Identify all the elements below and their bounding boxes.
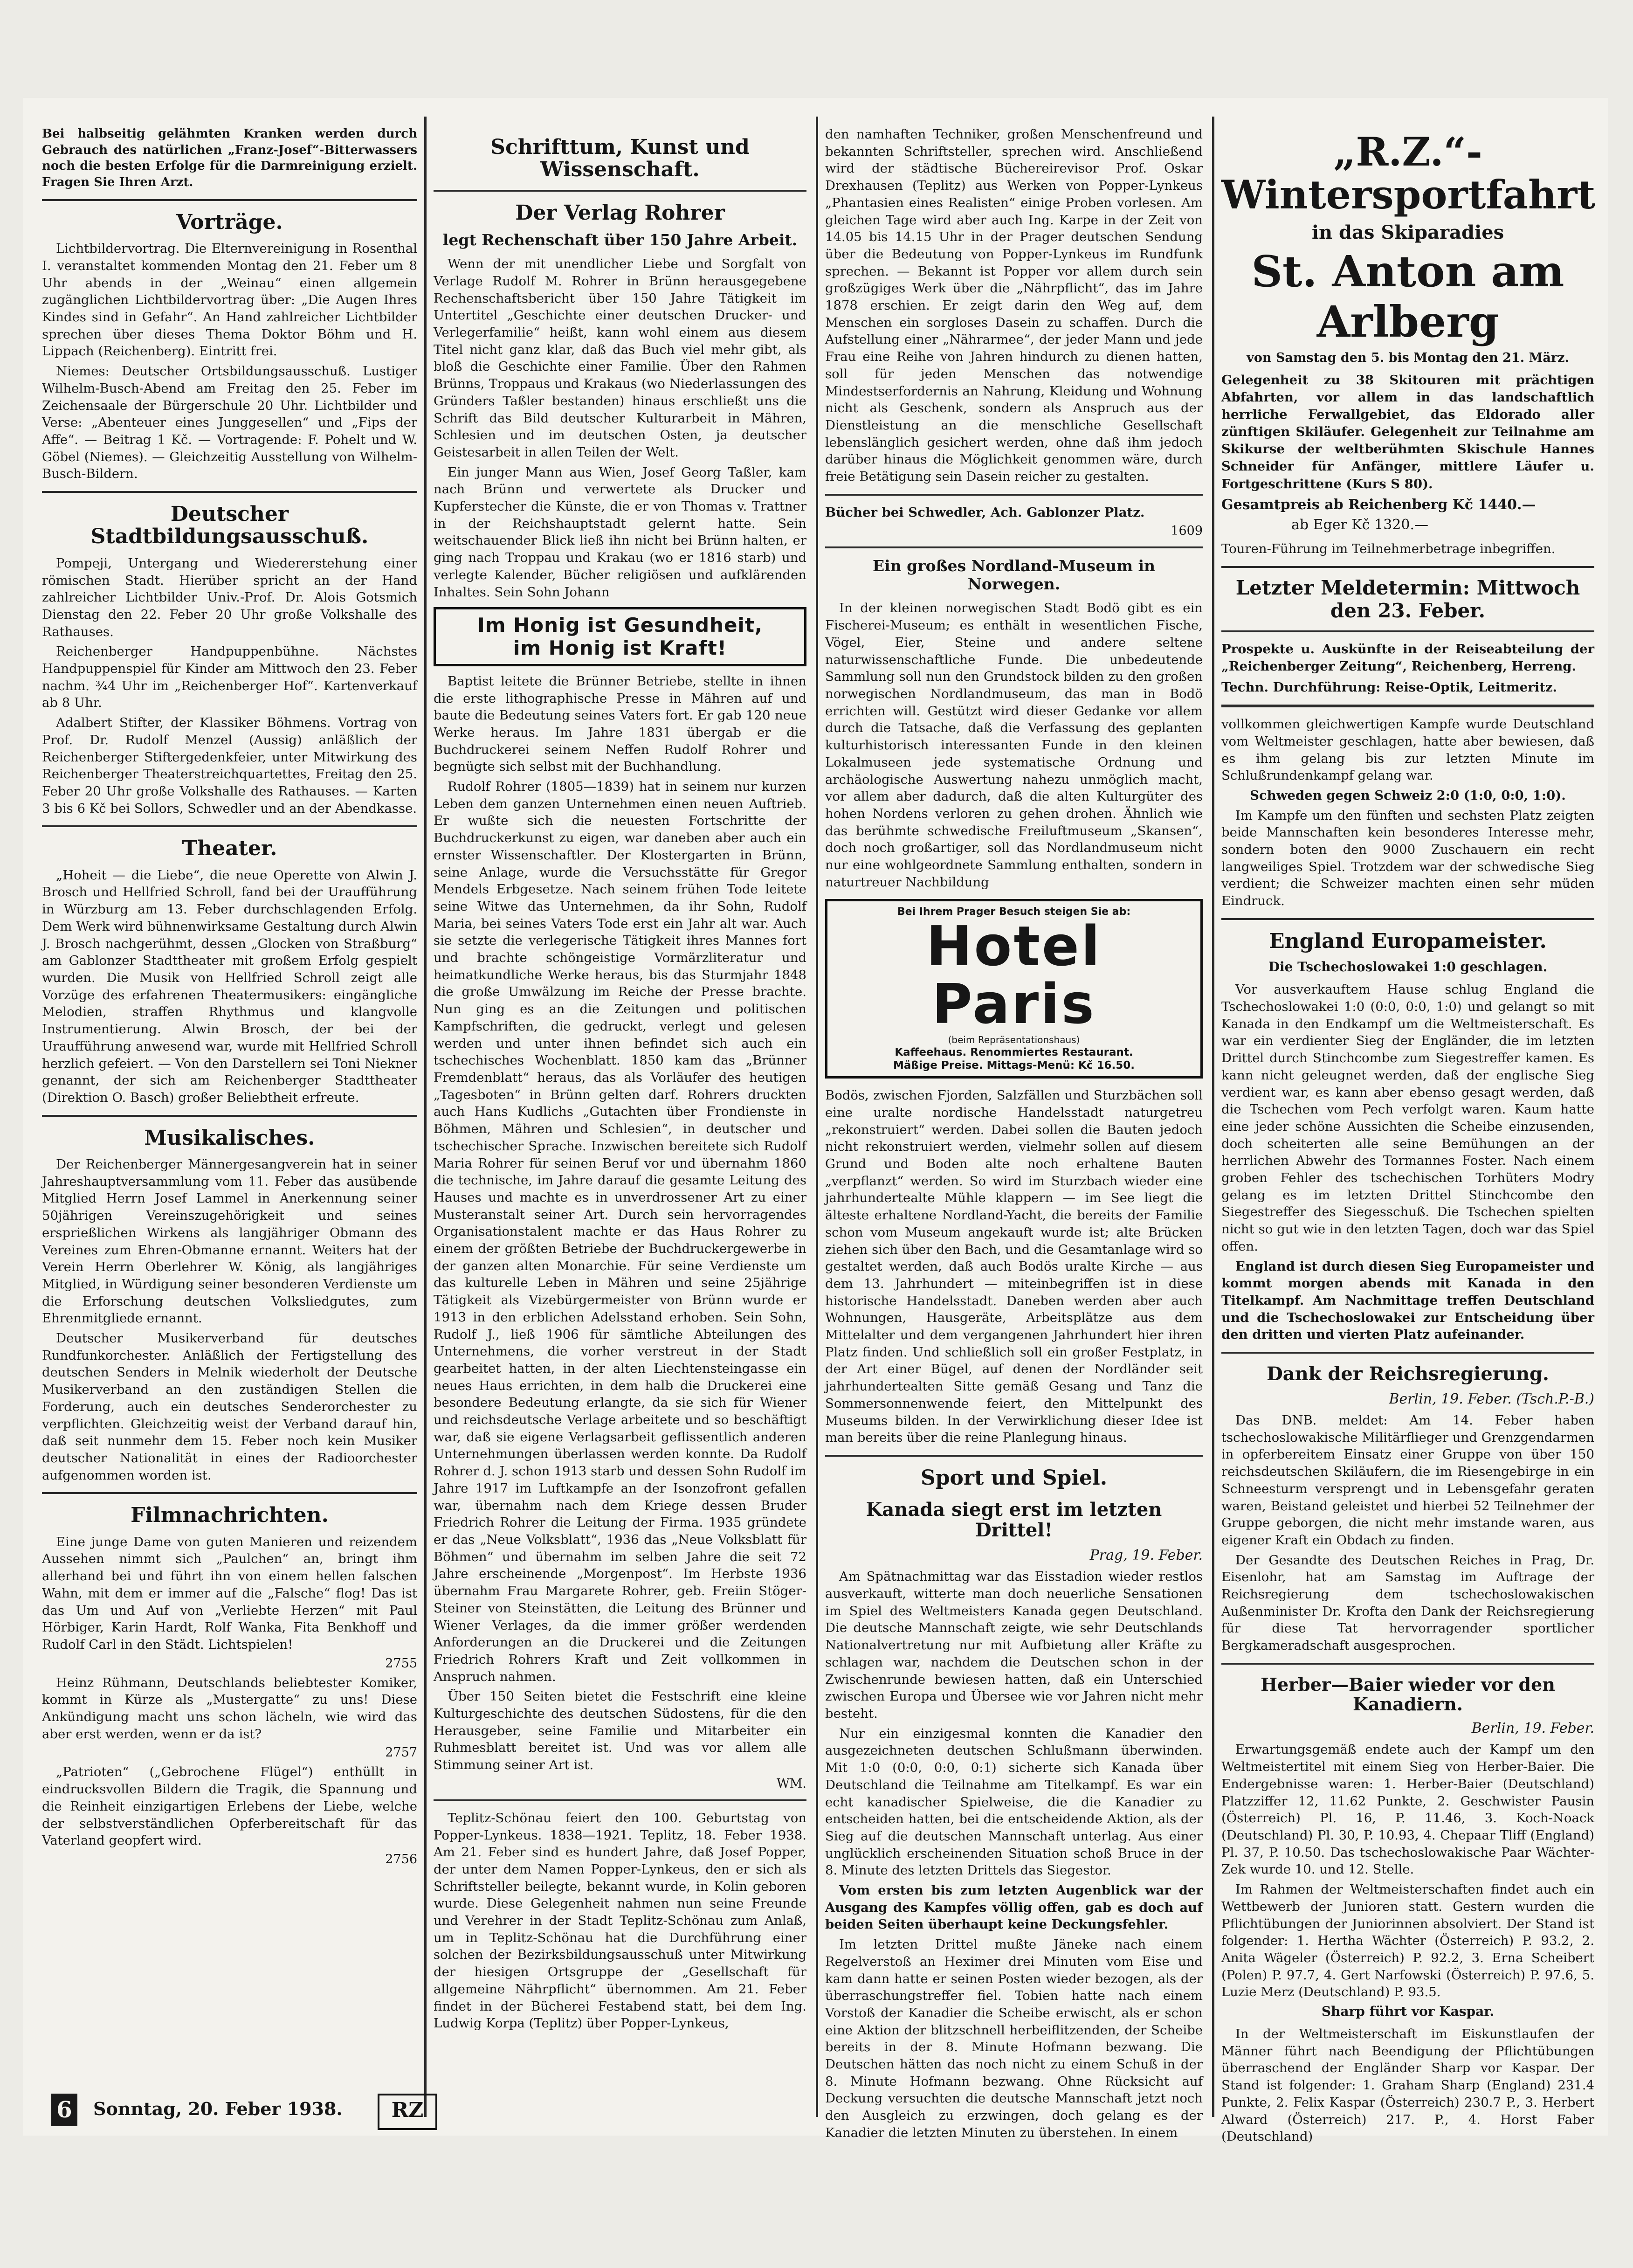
article-paragraph: Deutscher Musikerverband für deutsches Rundfunkorchester. Anläßlich der Fertigstellung des deutschen Senders in Melnik wiederholt der Deutsche Musikerverband an den zuständigen Stellen die Forderung, auch ein deutsches Senderorchester zu verpflichten. Gleichzeitig weist der Verband darauf hin, daß seit nunmehr dem 15. Feber noch kein Musiker deutscher Nationalität in eines der Radioorchester aufgenommen worden ist. [42,1331,417,1483]
divider [825,546,1203,548]
divider [1221,918,1594,920]
dateline: Berlin, 19. Feber. (Tsch.P.-B.) [1389,1391,1594,1408]
ad-number: 2755 [385,1656,417,1671]
dateline: Prag, 19. Feber. [1089,1547,1203,1564]
article-paragraph: Nur ein einzigesmal konnten die Kanadier den ausgezeichneten deutschen Schlußmann überwinden. Mit 1:0 (0:0, 0:0, 0:1) sicherte sich Kanada über Deutschland die Teilnahme am Titelkampf. Es war ein echt kanadischer Spielweise, die die Kanadier zu entscheiden hatten, bei die entscheidende Aktion, als der Sieg auf die deutschen Mannschaft unterlag. Aus einer unglücklich erscheinenden Situation schoß Bruce in der 8. Minute des letzten Drittels das Siegestor. [825,1726,1203,1878]
article-paragraph: Vor ausverkauftem Hause schlug England die Tschechoslowakei 1:0 (0:0, 0:0, 1:0) und gelangt so mit Kanada in den Endkampf um die Weltmeisterschaft. Es war ein verdienter Sieg der Engländer, die im letzten Drittel durch Stinchcombe zum Siegestreffer kamen. Es kann nicht geleugnet werden, daß der englische Sieg verdient war, es kann aber ebenso gesagt werden, daß die Tschechen vom Pech verfolgt waren. Kaum hatte eine jeder schöne Aussichten die Scheibe einzusenden, doch scheiterten alle seine Bemühungen an der herrlichen Abwehr des Tormannes Foster. Nach einem groben Fehler des tschechischen Torhüters Modry gelang es im letzten Drittel Stinchcombe den Siegestreffer des Siegesschuß. Die Tschechen spielten nicht so gut wie in den letzten Tagen, doch war das Spiel offen. [1221,982,1594,1254]
ad-price: Gesamtpreis ab Reichenberg Kč 1440.— [1221,496,1536,513]
ad-deadline: Letzter Meldetermin: Mittwoch den 23. Feber. [1235,576,1580,622]
article-paragraph: Baptist leitete die Brünner Betriebe, stellte in ihnen die erste lithographische Presse in Mähren auf und baute die Bedeutung seines Vaters fort. Er gab 120 neue Werke heraus. Im Jahre 1831 übergab er die Buchdruckerei seinem Neffen Rudolf Rohrer und begnügte sich selbst mit der Buchhandlung. [434,673,806,774]
hotel-ad-name: Hotel Paris [926,914,1102,1037]
article-paragraph: Reichenberger Handpuppenbühne. Nächstes Handpuppenspiel für Kinder am Mittwoch den 23. Feber nachm. ¾4 Uhr im „Reichenberger Hof“. Kartenverkauf ab 8 Uhr. [42,644,417,711]
article-paragraph: Im letzten Drittel mußte Jäneke nach einem Regelverstoß an Heximer drei Minuten vom Eise und kam dann hatte er seinen Posten wieder bezogen, als der überraschungstreffer fiel. Tobien hatte nach einem Vorstoß der Kanadier die Scheibe erwischt, als er schon eine Aktion der blitzschnell herbeiflitzenden, der Scheibe bereits in der 8. Minute Hofmann bezwang. Die Deutschen hätten das noch nicht zu einem Schuß in der 8. Minute Hofmann bezwang. Ohne Rücksicht auf Deckung versuchten die deutsche Mannschaft jetzt noch den Ausgleich zu erzwingen, doch gelang es der Kanadier die letzten Minuten zu überstehen. In einem [825,1937,1203,2140]
honey-ad-line: im Honig ist Kraft! [513,636,727,659]
article-paragraph: den namhaften Techniker, großen Menschenfreund und bekannten Schriftsteller, sprechen wird. Anschließend wird der städtische Büchereirevisor Prof. Oskar Drexhausen (Teplitz) aus Werken von Popper-Lynkeus „Phantasien eines Realisten“ einige Proben vorlesen. Am gleichen Tage wird aber auch Ing. Karpe in der Zeit von 14.05 bis 14.15 Uhr in der Prager deutschen Sendung über die Bedeutung von Popper-Lynkeus im Rundfunk sprechen. — Bekannt ist Popper vor allem durch sein großzügiges Werk über die „Nährpflicht“, das im Jahre 1878 erschien. Er zeigt darin den Weg auf, dem Menschen ein sorgloses Dasein zu schaffen. Durch die Aufstellung einer „Nährarmee“, der jeder Mann und jede Frau eine Reihe von Jahren hindurch zu dienen hatten, soll für jeden Menschen das notwendige Mindestserfordernis an Nahrung, Kleidung und Wohnung nicht als Geschenk, sondern als Anspruch aus der Dienstleistung an die menschliche Gesellschaft lebenslänglich gesichert werden, ohne daß ihm jedoch darüber hinaus die Möglichkeit genommen wäre, durch freie Betätigung sein Dasein reicher zu gestalten. [825,127,1203,484]
hotel-ad-top: Bei Ihrem Prager Besuch steigen Sie ab: [897,906,1131,918]
heading-dank-reichsregierung: Dank der Reichsregierung. [1267,1363,1549,1385]
article-paragraph: England ist durch diesen Sieg Europameister und kommt morgen abends mit Kanada in den Titelkampf. Am Nachmittage treffen Deutschland und die Tschechoslowakei zur Entscheidung über den dritten und vierten Platz aufeinander. [1221,1258,1594,1342]
divider [42,199,417,201]
ad-description: Gelegenheit zu 38 Skitouren mit prächtigen Abfahrten, vor allem in das landschaftlich herrliche Ferwallgebiet, das Eldorado aller zünftigen Skiläufer. Gelegenheit zur Teilnahme am Skikurse der weltberühmten Skischule Hannes Schneider für Anfänger, mittlere Läufer u. Fortgeschrittene (Kurs S 80). [1221,372,1594,491]
ad-number: 2756 [385,1852,417,1867]
subheading: Sharp führt vor Kaspar. [1321,2004,1495,2019]
article-paragraph: In der Weltmeisterschaft im Eiskunstlaufen der Männer führt nach Beendigung der Pflichtübungen überraschend der Engländer Sharp vor Kaspar. Der Stand ist folgender: 1. Graham Sharp (England) 231.4 Punkte, 2. Felix Kaspar (Österreich) 230.7 P., 3. Herbert Alward (Österreich) 217. P., 4. Horst Faber (Deutschland) [1221,2026,1594,2144]
divider [1221,1663,1594,1665]
article-paragraph: Ein junger Mann aus Wien, Josef Georg Taßler, kam nach Brünn und verwertete als Drucker und Kupferstecher die Künste, die er von Thomas v. Trattner in der Reichshauptstadt gelernt hatte. Sein weitschauender Blick ließ ihn nicht bei Brünn halten, er ging nach Troppau und Krakau (wo er 1816 starb) und verlegte Kalender, Bücher religiösen und aufklärenden Inhaltes. Sein Sohn Johann [434,464,806,600]
column-rule [816,117,818,2117]
author-signature: WM. [777,1776,806,1791]
article-paragraph: Am Spätnachmittag war das Eisstadion wieder restlos ausverkauft, witterte man doch neuerliche Sensationen im Spiel des Weltmeisters Kanada gegen Deutschland. Die deutsche Mannschaft zeigte, wie sehr Deutschlands Nationalvertretung nur mit Aufbietung aller Kräfte zu schlagen war, nachdem die Deutschen schon in der Zwischenrunde bewiesen hatten, daß ein Unterschied zwischen Europa und Übersee wie vor Jahren nicht mehr besteht. [825,1569,1203,1721]
divider [434,1799,806,1801]
article-paragraph: Pompeji, Untergang und Wiedererstehung einer römischen Stadt. Hierüber spricht an der Hand zahlreicher Lichtbilder Univ.-Prof. Dr. Alois Gotsmich Dienstag den 22. Feber 20 Uhr große Volkshalle des Rathauses. [42,555,417,639]
section-title-sport: Sport und Spiel. [920,1466,1108,1490]
article-paragraph: Über 150 Seiten bietet die Festschrift eine kleine Kulturgeschichte des deutschen Südostens, für die den Herausgeber, seine Familie und Mitarbeiter ein Ruhmesblatt bereitet ist. Und was vor allem alle Stimmung seiner Art ist. [434,1689,806,1773]
section-title-schrifttum: Schrifttum, Kunst und Wissenschaft. [490,135,750,182]
heading-theater: Theater. [182,837,277,861]
column-3 [825,126,1203,2140]
divider [1221,566,1594,568]
hotel-ad-sub: (beim Repräsentationshaus) [948,1034,1080,1046]
article-paragraph: In der kleinen norwegischen Stadt Bodö gibt es ein Fischerei-Museum; es enthält in wesentlichen Fische, Vögel, Eier, Steine und andere seltene naturwissenschaftliche Funde. Die unbedeutende Sammlung soll nun den Grundstock bilden zu den großen norwegischen Nordlandmuseum, das man in Bodö errichten will. Gestützt wird dieser Gedanke vor allem durch die Tatsache, daß die Verfassung des geplanten kulturhistorisch interessanten Funde in den kleinen Lokalmuseen jede systematische Ordnung und archäologische Auswertung nahezu unmöglich macht, vor allem aber dadurch, daß die alten Kulturgüter des hohen Nordens verloren zu gehen drohen. Ähnlich wie das berühmte schwedische Freiluftmuseum „Skansen“, doch noch großartiger, soll das Nordlandmuseum nicht nur eine wohlgeordnete Sammlung enthalten, sondern in naturtreuer Nachbildung [825,601,1203,890]
footer-date: Sonntag, 20. Feber 1938. [93,2098,343,2119]
article-paragraph: Teplitz-Schönau feiert den 100. Geburtstag von Popper-Lynkeus. 1838—1921. Teplitz, 18. Feber 1938. Am 21. Feber sind es hundert Jahre, daß Josef Popper, der unter dem Namen Popper-Lynkeus, den er sich als Schriftsteller beilegte, bekannt wurde, in Kolin geboren wurde. Diese Gelegenheit nahmen nun seine Freunde und Verehrer in der Stadt Teplitz-Schönau zum Anlaß, um in Teplitz-Schönau hat die Durchführung einer solchen der Bezirksbildungsausschuß unter Mitwirkung der hiesigen Ortsgruppe der „Gesellschaft für allgemeine Nährpflicht“ übernommen. Am 21. Feber findet in der Bücherei Festabend statt, bei dem Ing. Ludwig Korpa (Teplitz) über Popper-Lynkeus, [434,1810,806,2031]
article-paragraph: Niemes: Deutscher Ortsbildungsausschuß. Lustiger Wilhelm-Busch-Abend am Freitag den 25. Feber im Zeichensaale der Bürgerschule 20 Uhr. Lichtbilder und Verse: „Abenteuer eines Junggesellen“ und „Fips der Affe“. — Beitrag 1 Kč. — Vortragende: F. Pohelt und W. Göbel (Niemes). — Gleichzeitig Ausstellung von Wilhelm-Busch-Bildern. [42,364,417,482]
column-rule [424,117,427,2117]
dateline: Berlin, 19. Feber. [1471,1720,1594,1737]
heading-england: England Europameister. [1269,929,1547,953]
divider [1221,705,1594,707]
article-paragraph: Wenn der mit unendlicher Liebe und Sorgfalt von Verlage Rudolf M. Rohrer in Brünn herausgegebene Rechenschaftsbericht über 150 Jahre Tätigkeit im Untertitel „Geschichte einer deutschen Drucker- und Verlegerfamilie“ heißt, kann wohl einem aus diesem Titel nicht ganz klar, daß das Buch viel mehr gibt, als bloß die Geschichte einer Familie. Über den Rahmen Brünns, Troppaus und Krakaus (wo Niederlassungen des Gründers Taßler bestanden) hinaus erschließt uns die Schrift das Bild deutscher Kulturarbeit in Mähren, Schlesien und im deutschen Osten, ja deutscher Geistesarbeit in allen Teilen der Welt. [434,256,806,460]
article-paragraph: Der Reichenberger Männergesangverein hat in seiner Jahreshauptversammlung vom 11. Feber das ausübende Mitglied Herrn Josef Lammel in Anerkennung seiner 50jährigen Vereinszugehörigkeit und seines ersprießlichen Wirkens als langjähriger Obmann des Vereines zum Ehren-Obmanne ernannt. Weiters hat der Verein Herrn Oberlehrer W. König, als langjähriges Mitglied, in Würdigung seiner besonderen Verdienste um die Erforschung deutschen Volksliedgutes, zum Ehrenmitgliede ernannt. [42,1157,417,1326]
divider [42,1115,417,1117]
heading-kanada: Kanada siegt erst im letzten Drittel! [866,1499,1162,1542]
divider [1221,630,1594,632]
ad-number: 2757 [385,1745,417,1760]
column-1 [42,126,417,2075]
article-paragraph: Heinz Rühmann, Deutschlands beliebtester Komiker, kommt in Kürze als „Mustergatte“ zu uns! Diese Ankündigung macht uns schon lächeln, wie wird das aber erst werden, wenn er da ist? [42,1675,417,1742]
subheading: legt Rechenschaft über 150 Jahre Arbeit. [442,231,798,249]
ad-number: 1609 [1171,524,1203,539]
article-paragraph: Der Gesandte des Deutschen Reiches in Prag, Dr. Eisenlohr, hat am Samstag im Auftrage der Reichsregierung dem tschechoslowakischen Außenminister Dr. Krofta den Dank der Reichsregierung für diese Tat hervorragender sportlicher Bergkameradschaft ausgesprochen. [1221,1552,1594,1653]
divider [434,190,806,192]
heading-stadtbildungsausschuss: Deutscher Stadtbildungsausschuß. [90,502,369,549]
page-footer [51,2094,508,2131]
article-paragraph: Lichtbildervortrag. Die Elternvereinigung in Rosenthal I. veranstaltet kommenden Montag den 21. Feber um 8 Uhr abends in der „Weinau“ einen allgemein zugänglichen Lichtbildervortrag über: „Die Augen Ihres Kindes sind in Gefahr“. An Hand zahlreicher Lichtbilder sprechen über dieses Thema Doktor Böhm und H. Lippach (Reichenberg). Eintritt frei. [42,241,417,359]
hotel-ad-line: Mäßige Preise. Mittags-Menü: Kč 16.50. [893,1059,1135,1072]
match-result: Schweden gegen Schweiz 2:0 (1:0, 0:0, 1:0). [1250,788,1566,803]
article-paragraph: Eine junge Dame von guten Manieren und reizendem Aussehen nimmt sich „Paulchen“ an, bringt ihm allerhand bei und führt ihn von einem hellen falschen Wahn, mit dem er immer auf die „Falsche“ flog! Das ist das Um und Auf von „Verliebte Herzen“ mit Paul Hörbiger, Karin Hardt, Rolf Wanka, Fita Benkhoff und Rudolf Carl in den Städt. Lichtspielen! [42,1534,417,1652]
article-paragraph: Im Kampfe um den fünften und sechsten Platz zeigten beide Mannschaften kein besonderes Interesse mehr, sondern boten den 9000 Zuschauern ein recht langweiliges Spiel. Trotzdem war der schwedische Sieg verdient; die Schweizer machten einen sehr müden Eindruck. [1221,808,1594,909]
divider [825,1455,1203,1457]
article-paragraph: Im Rahmen der Weltmeisterschaften findet auch ein Wettbewerb der Junioren statt. Gestern wurden die Pflichtübungen der Juniorinnen absolviert. Der Stand ist folgender: 1. Hertha Wächter (Österreich) P. 93.2, 2. Anita Wägeler (Österreich) P. 92.2, 3. Erna Scheibert (Polen) P. 97.7, 4. Gert Narfowski (Österreich) P. 97.6, 5. Luzie Merz (Deutschland) P. 93.5. [1221,1882,1594,2000]
heading-nordland-museum: Ein großes Nordland-Museum in Norwegen. [872,557,1156,594]
divider [42,1492,417,1494]
article-paragraph: Rudolf Rohrer (1805—1839) hat in seinem nur kurzen Leben dem ganzen Unternehmen einen neuen Auftrieb. Er wußte sich die neuesten Fortschritte der Buchdruckerkunst zu eigen, war daneben aber auch ein ernster Wissenschaftler. Der Klostergarten in Brünn, seine Anlage, wurde die Versuchsstätte für Gregor Mendels Erbgesetze. Nach seinem frühen Tode leitete seine Witwe das Unternehmen, da ihr Sohn, Rudolf Maria, bei seines Vaters Tode erst ein Jahr alt war. Auch sie setzte die verlegerische Tätigkeit ihres Mannes fort und brachte schöngeistige Vormärzliteratur und heimatkundliche Werke heraus, bis das Sturmjahr 1848 die große Umwälzung im Reiche der Presse brachte. Nun ging es an die Zeitungen und politischen Kampfschriften, die gedruckt, verlegt und gelesen werden und unter ihnen befindet sich auch ein tschechisches Wochenblatt. 1850 kam das „Brünner Fremdenblatt“ heraus, das als Vorläufer des heutigen „Tagesboten“ in Brünn gelten darf. Rohrers druckten auch Hans Kudlichs „Gutachten über Frondienste in Böhmen, Mähren und Schlesien“, in deutscher und tschechischer Sprache. Inzwischen bereitete sich Rudolf Maria Rohrer für seinen Beruf vor und übernahm 1860 die technische, im Jahre darauf die gesamte Leitung des Hauses und machte es in unverdrossener Art zu einer Musteranstalt seiner Art. Durch sein hervorragendes Organisationstalent machte er das Haus Rohrer zu einem der größten Betriebe der Buchdruckergewerbe in der ganzen alten Monarchie. Für seine Verdienste um das kulturelle Leben in Mähren und seine 25jährige Tätigkeit als Vizebürgermeister von Brünn wurde er 1913 in den erblichen Adelsstand erhoben. Sein Sohn, Rudolf J., ließ 1906 für sämtliche Abteilungen des Unternehmens, die vorher verstreut in der Stadt gearbeitet hatten, in der alten Liechtensteingasse ein neues Haus errichten, in dem halb die Druckerei eine besondere Bedeutung erlangte, da sie sich für Wiener und reichsdeutsche Verlage arbeitete und so beschäftigt war, daß sie eigene Verlagsarbeit geflissentlich anderen Unternehmungen überlassen werden konnte. Da Rudolf Rohrer d. J. schon 1913 starb und dessen Sohn Rudolf im Jahre 1917 im Luftkampfe an der Isonzofront gefallen war, übernahm nach dem Kriege dessen Bruder Friedrich Rohrer die Leitung der Firma. 1935 gründete er das „Neue Volksblatt“, 1936 das „Neue Volksblatt für Böhmen“ und übernahm im selben Jahre die seit 72 Jahre erscheinende „Morgenpost“. Im Herbste 1936 übernahm Frau Margarete Rohrer, geb. Freiin Stöger-Steiner von Steinstätten, die Leitung des Brünner und Wiener Verlages, da die immer größer werdenden Anforderungen an die Druckerei und die Zeitungen Friedrich Rohrers Kraft und Zeit vollkommen in Anspruch nahmen. [434,779,806,1684]
article-paragraph: Das DNB. meldet: Am 14. Feber haben tschechoslowakische Militärflieger und Grenzgendarmen in opferbereitem Einsatz einer Gruppe von über 150 reichsdeutschen Skiläufern, die im Riesengebirge in ein Schneesturm versprengt und in Lebensgefahr geraten waren, Beistand geleistet und hierbei 52 Teilnehmer der Gruppe geborgen, die nicht mehr imstande waren, aus eigener Kraft ein Obdach zu finden. [1221,1413,1594,1548]
heading-musikalisches: Musikalisches. [144,1126,315,1150]
hotel-paris-ad [825,899,1203,1079]
article-paragraph: Adalbert Stifter, der Klassiker Böhmens. Vortrag von Prof. Dr. Rudolf Menzel (Aussig) anläßlich der Reichenberger Stiftergedenkfeier, unter Mitwirkung des Reichenberger Theaterstreichquartettes, Freitag den 25. Feber 20 Uhr große Volkshalle des Rathauses. — Karten 3 bis 6 Kč bei Sollors, Schwedler und an der Abendkasse. [42,715,417,816]
intro-notice: Bei halbseitig gelähmten Kranken werden durch Gebrauch des natürlichen „Franz-Josef“-Bitterwassers noch die besten Erfolge für die Darmreinigung erzielt. Fragen Sie Ihren Arzt. [42,127,417,190]
heading-filmnachrichten: Filmnachrichten. [131,1503,329,1528]
ad-st-anton: St. Anton am Arlberg [1251,246,1564,347]
newspaper-logo-icon: RZ [378,2094,437,2130]
divider [1221,1352,1594,1354]
honey-ad-line: Im Honig ist Gesundheit, [477,614,763,637]
ad-wintersport-title: „R.Z.“-Wintersportfahrt [1221,129,1596,218]
divider [825,494,1203,496]
newspaper-page [23,98,1608,2144]
ad-dates: von Samstag den 5. bis Montag den 21. März. [1247,350,1569,365]
article-paragraph: „Patrioten“ („Gebrochene Flügel“) enthüllt in eindrucksvollen Bildern die Tragik, die Spannung und die Reinheit einzigartigen Erlebens der Liebe, welche der selbstverständlichen Opferbereitschaft für das Vaterland geopfert wird. [42,1764,417,1848]
heading-verlag-rohrer: Der Verlag Rohrer [515,201,725,225]
ad-price-eger: ab Eger Kč 1320.— [1291,516,1428,533]
column-2 [434,126,806,2103]
page-number: 6 [51,2094,77,2126]
divider [42,491,417,493]
bookshop-notice: Bücher bei Schwedler, Ach. Gablonzer Platz. [825,505,1145,520]
article-paragraph: Vom ersten bis zum letzten Augenblick war der Ausgang des Kampfes völlig offen, gab es doch auf beiden Seiten überhaupt keine Deckungsfehler. [825,1883,1203,1932]
heading-vortraege: Vorträge. [176,210,283,234]
article-paragraph: Erwartungsgemäß endete auch der Kampf um den Weltmeistertitel mit einem Sieg von Herber-Baier. Die Endergebnisse waren: 1. Herber-Baier (Deutschland) Platzziffer 12, 11.62 Punkte, 2. Geschwister Pausin (Österreich) Pl. 16, P. 11.46, 3. Koch-Noack (Deutschland) Pl. 30, P. 10.93, 4. Chepaar Tliff (England) Pl. 37, P. 10.50. Das tschechoslowakische Paar Wächter-Zek wurde 10. und 12. Stelle. [1221,1742,1594,1877]
ad-wintersport-sub: in das Skiparadies [1311,221,1504,243]
honey-ad-banner [434,607,806,666]
ad-organizer: Techn. Durchführung: Reise-Optik, Leitmeritz. [1221,680,1557,695]
ad-brochure-note: Prospekte u. Auskünfte in der Reiseabteilung der „Reichenberger Zeitung“, Reichenberg, Herreng. [1221,641,1594,674]
article-paragraph: Bodös, zwischen Fjorden, Salzfällen und Sturzbächen soll eine uralte nordische Handelsstadt naturgetreu „rekonstruiert“ werden. Dabei sollen die Bauten jedoch nicht rekonstruiert werden, vielmehr sollen auf diesem Grund und Boden alte noch erhaltene Bauten „verpflanzt“ werden. So wird im Sturzbach wieder eine jahrhundertealte Mühle klappern — im See liegt die älteste erhaltene Nordland-Yacht, die bereits der Familie schon vom Museum angekauft wurde ist; alte Brücken ziehen sich über den Bach, und die Gesamtanlage wird so gestaltet werden, daß auch Bodös uralte Kirche — aus dem 13. Jahrhundert — miteinbegriffen ist in diese historische Handelsstadt. Daneben werden aber auch Wohnungen, Hausgeräte, Arbeitsplätze aus dem Mittelalter und dem vergangenen Jahrhundert hier ihren Platz finden. Und schließlich soll ein großer Festplatz, in der Art einer Bügel, auf denen der Nordländer seit jahrhundertealten Sitte gemäß Gesang und Tanz die Sommersonnenwende feiert, den Mittelpunkt des Museums bilden. In der Verwirklichung dieser Idee ist man bereits über die reine Planlegung hinaus. [825,1088,1203,1445]
divider [42,825,417,827]
article-paragraph: vollkommen gleichwertigen Kampfe wurde Deutschland vom Weltmeister geschlagen, hatte aber bewiesen, daß es ihm gelang bis zur letzten Minute im Schlußrundenkampf gelang war. [1221,717,1594,783]
article-paragraph: „Hoheit — die Liebe“, die neue Operette von Alwin J. Brosch und Hellfried Schroll, fand bei der Uraufführung in Würzburg am 13. Feber durchschlagenden Erfolg. Dem Werk wird bühnenwirksame Gestaltung durch Alwin J. Brosch nachgerühmt, dessen „Glocken von Straßburg“ am Gablonzer Stadttheater mit großem Erfolg gespielt wurden. Die Musik von Hellfried Schroll zeigt alle Vorzüge des erfahrenen Theatermusikers: eingängliche Melodien, straffen Rhythmus und klangvolle Instrumentierung. Alwin Brosch, der bei der Uraufführung anwesend war, wurde mit Hellfried Schroll herzlich gefeiert. — Von den Darstellern sei Toni Niekner genannt, der sich am Reichenberger Stadttheater (Direktion O. Basch) großer Beliebtheit erfreute. [42,867,417,1105]
column-rule [1212,117,1214,2117]
subheading: Die Tschechoslowakei 1:0 geschlagen. [1268,959,1548,975]
hotel-ad-line: Kaffeehaus. Renommiertes Restaurant. [895,1046,1133,1059]
column-4 [1221,126,1596,2144]
heading-herber-baier: Herber—Baier wieder vor den Kanadiern. [1261,1673,1555,1715]
ad-tour-note: Touren-Führung im Teilnehmerbetrage inbegriffen. [1221,541,1556,556]
